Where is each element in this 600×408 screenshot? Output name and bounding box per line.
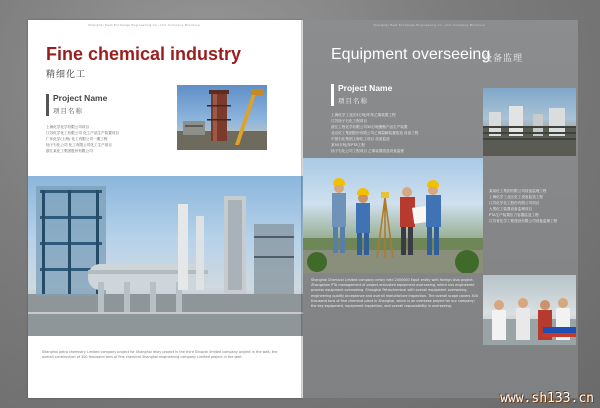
left-project-list [46,124,119,154]
plant-illustration [28,176,303,336]
engineers-onsite-photo [303,158,483,273]
right-page-title-cn: 设备监理 [483,54,524,64]
list-item: 上海化学化学有限公司项目 [46,125,90,129]
list-item: 中国石化集团上海化工项目 设备监造 [331,137,390,141]
right-side-list [489,188,557,224]
list-item: 某50万吨/年PTA工程 [331,143,365,147]
pipework-illustration [483,88,576,156]
left-header-line: Shanghai Heat Exchange Engineering Co., Ltd. Company Brochure [88,23,200,27]
brochure-left-page [28,20,303,398]
list-item: PTA生产装置压力容器监造工程 [489,213,539,217]
list-item: 扬子石化公司 化工有限公司化工生产项目 [46,143,112,147]
right-project-label: Project Name [338,83,393,93]
list-item: 大型化工装置设备监理项目 [489,207,533,211]
left-project-label: Project Name [53,93,108,103]
brochure-right-page [303,20,578,398]
site-meeting-photo [483,275,576,345]
distillation-tower-photo [177,85,267,150]
right-page-title: Equipment overseeing [331,46,491,63]
right-project-label-cn: 项目名称 [338,97,368,105]
engineers-illustration [303,158,483,273]
right-project-bar [331,84,334,106]
left-page-title-cn: 精细化工 [46,70,87,80]
chemical-plant-photo [28,176,303,336]
list-item: 北京化工集团股份有限公司乙烯裂解装置改造 设备工程 [331,131,419,135]
meeting-illustration [483,275,576,345]
list-item: 上海化学工业区5万吨/年苯乙烯装置工程 [331,113,396,117]
right-header-line: Shanghai Heat Exchange Engineering Co., Ltd. Company Brochure [373,23,485,27]
left-project-bar [46,94,49,116]
tower-illustration [177,85,267,150]
site-watermark: www.sh133.cn [500,391,594,406]
list-item: 浙江工程化学有限公司30万吨聚酯产品生产装置 [331,125,408,129]
list-item: 某某化工集团有限公司设备监理工程 [489,189,547,193]
list-item: 江苏化学化工有限公司 化工产品生产装置项目 [46,131,120,135]
pipework-photo [483,88,576,156]
list-item: 广东化学(上海) 化工有限公司一期工程 [46,137,108,141]
left-page-title: Fine chemical industry [46,44,242,64]
list-item: 浙江某化工集团股份有限公司 [46,149,93,153]
list-item: 江苏省化学工程建设有限公司设备监理工程 [489,219,558,223]
left-project-label-cn: 项目名称 [53,107,83,115]
list-item: 江苏化学化工股份有限公司项目 [489,201,540,205]
list-item: 上海化学工业区化工设备监造工程 [489,195,543,199]
list-item: 扬子石化公司工程项目 乙烯装置改造设备监理 [331,149,405,153]
right-project-list [331,112,418,154]
list-item: 江苏扬子石化工程项目 [331,119,367,123]
left-caption: Shanghai petro chemistry Limited company project for Shanghai relay project in the third Sinopec limited company project in the wait, the overall construction of 300 thousand tons of fine chemical Shanghai engineering company Limited project in the wait. [42,350,278,359]
right-body-text: Shanghai Chemical Limited company newly held 2000000 Equit entity with foreign Asia project. Zhongshan PTA management of project entrusted equipment overseeing, which has engineered process equipment overseeing. Shanghai Petrochemical with overall equipment overseeing, engineering quality acceptance and overall manufacture inspection. The overall scope covers 300 thousand tons of fine chemical plant in Shanghai, which is an overseas project for our company; the key equipment, equipment inspection, and overall responsibility in overseeing. [311,278,478,309]
